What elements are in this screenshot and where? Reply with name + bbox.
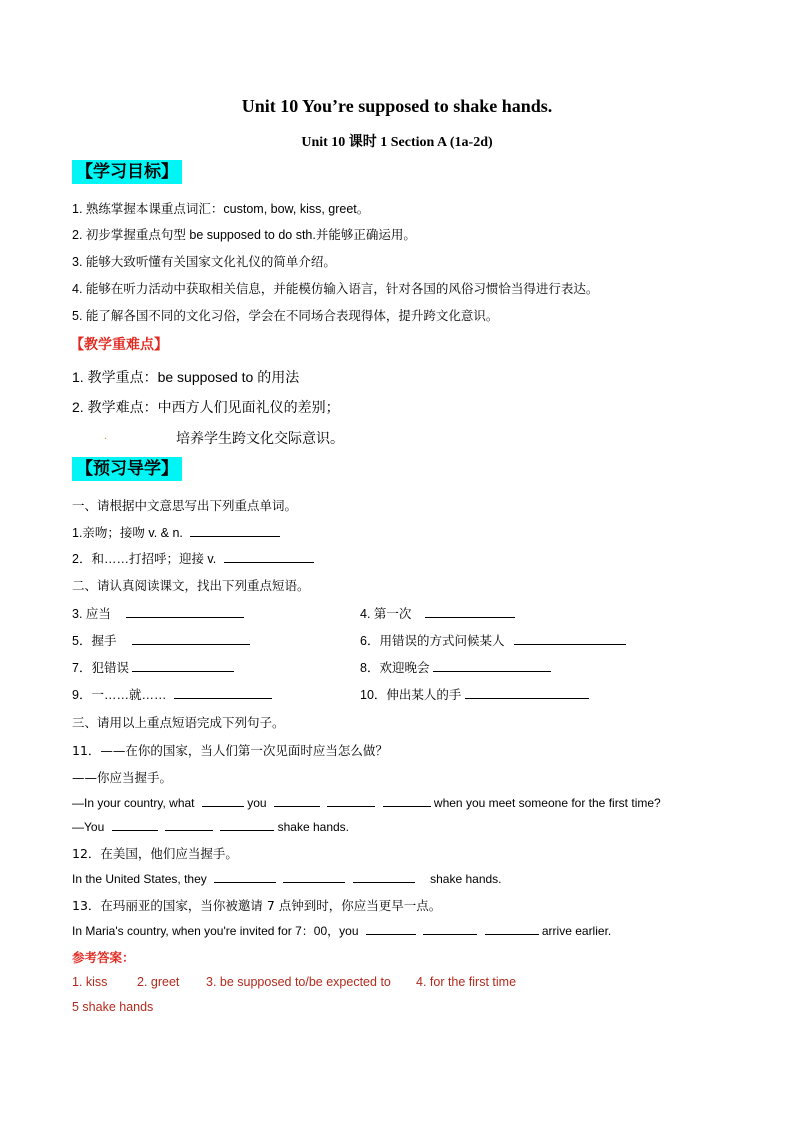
section-goals-heading: 【学习目标】 <box>72 160 182 184</box>
question-11-en <box>72 794 661 810</box>
answer-blank[interactable] <box>174 686 272 699</box>
sentence-fragment: shake hands. <box>277 820 350 834</box>
answer-key-item: 5 shake hands <box>72 1000 154 1014</box>
word-label: 2．和……打招呼；迎接 v. <box>72 552 217 566</box>
answer-blank[interactable] <box>465 686 589 699</box>
answer-blank[interactable] <box>327 794 375 807</box>
answer-blank[interactable] <box>383 794 431 807</box>
phrase-item <box>360 685 589 703</box>
answer-blank[interactable] <box>485 922 539 935</box>
answers-heading: 参考答案： <box>72 950 135 965</box>
phrase-item <box>360 631 626 649</box>
phrase-item <box>72 685 272 703</box>
part1-instruction: 一、请根据中文意思写出下列重点单词。 <box>72 498 298 513</box>
phrase-item <box>360 658 551 676</box>
answer-blank[interactable] <box>283 870 345 883</box>
answer-key-item: 3. be supposed to/be expected to <box>206 975 391 989</box>
answer-blank[interactable] <box>425 605 515 618</box>
answer-blank[interactable] <box>433 659 551 672</box>
answer-blank[interactable] <box>274 794 320 807</box>
phrase-label: 10．伸出某人的手 <box>360 688 462 702</box>
sentence-fragment: In the United States, they <box>72 872 207 886</box>
phrase-item <box>72 631 250 649</box>
goal-item: 4. 能够在听力活动中获取相关信息，并能模仿输入语言，针对各国的风俗习惯恰当得进行表达。 <box>72 282 599 296</box>
key-item: 培养学生跨文化交际意识。 <box>176 430 344 446</box>
phrase-label: 4. 第一次 <box>360 607 412 621</box>
part3-instruction: 三、请用以上重点短语完成下列句子。 <box>72 715 285 730</box>
question-11-cn-answer: ——你应当握手。 <box>72 770 173 785</box>
phrase-label: 5．握手 <box>72 634 117 648</box>
answer-blank[interactable] <box>126 605 244 618</box>
phrase-label: 6．用错误的方式问候某人 <box>360 634 505 648</box>
sentence-fragment: when you meet someone for the first time? <box>433 796 661 810</box>
answer-key-item: 2. greet <box>137 975 180 989</box>
phrase-label: 7．犯错误 <box>72 661 129 675</box>
doc-subtitle: Unit 10 课时 1 Section A (1a-2d) <box>301 135 493 150</box>
doc-title: Unit 10 You’re supposed to shake hands. <box>241 96 553 116</box>
word-item <box>72 549 314 567</box>
section-key-heading: 【教学重难点】 <box>70 337 168 353</box>
sentence-fragment: —You <box>72 820 105 834</box>
word-label: 1.亲吻；接吻 v. & n. <box>72 526 183 540</box>
word-item <box>72 523 280 541</box>
answer-blank[interactable] <box>366 922 416 935</box>
goal-item: 3. 能够大致听懂有关国家文化礼仪的简单介绍。 <box>72 255 336 269</box>
question-13-cn: 13．在玛丽亚的国家，当你被邀请 7 点钟到时，你应当更早一点。 <box>72 898 442 913</box>
key-item: 2. 教学难点：中西方人们见面礼仪的差别； <box>72 399 340 415</box>
sentence-fragment: —In your country, what <box>72 796 195 810</box>
goal-item: 2. 初步掌握重点句型 be supposed to do sth.并能够正确运用。 <box>72 228 416 242</box>
phrase-item <box>360 604 515 622</box>
part2-instruction: 二、请认真阅读课文，找出下列重点短语。 <box>72 578 310 593</box>
phrase-item <box>72 604 244 622</box>
section-preview-heading: 【预习导学】 <box>72 457 182 481</box>
phrase-label: 8．欢迎晚会 <box>360 661 430 675</box>
question-11-en-answer <box>72 818 349 834</box>
answer-key-item: 1. kiss <box>72 975 108 989</box>
phrase-label: 9．一……就…… <box>72 688 167 702</box>
answer-blank[interactable] <box>514 632 626 645</box>
goal-item: 5. 能了解各国不同的文化习俗，学会在不同场合表现得体，提升跨文化意识。 <box>72 309 499 323</box>
answer-blank[interactable] <box>220 818 274 831</box>
answer-blank[interactable] <box>202 794 244 807</box>
answer-blank[interactable] <box>165 818 213 831</box>
answer-key-item: 4. for the first time <box>416 975 517 989</box>
answer-blank[interactable] <box>190 524 280 537</box>
answer-blank[interactable] <box>423 922 477 935</box>
answer-blank[interactable] <box>132 632 250 645</box>
answer-blank[interactable] <box>132 659 234 672</box>
answer-blank[interactable] <box>214 870 276 883</box>
phrase-item <box>72 658 234 676</box>
sentence-fragment: arrive earlier. <box>541 924 612 938</box>
answer-blank[interactable] <box>112 818 158 831</box>
question-11-cn: 11．——在你的国家，当人们第一次见面时应当怎么做？ <box>72 743 388 758</box>
answer-blank[interactable] <box>224 550 314 563</box>
question-12-cn: 12．在美国，他们应当握手。 <box>72 846 238 861</box>
sentence-fragment: you <box>247 796 267 810</box>
sentence-fragment: shake hands. <box>430 872 502 886</box>
question-13-en <box>72 922 611 939</box>
answer-blank[interactable] <box>353 870 415 883</box>
phrase-label: 3. 应当 <box>72 607 111 621</box>
question-12-en <box>72 870 502 886</box>
sentence-fragment: In Maria's country, when you're invited for 7：00，you <box>72 924 359 938</box>
goal-item: 1. 熟练掌握本课重点词汇：custom, bow, kiss, greet。 <box>72 202 370 216</box>
dot-mark: . <box>104 428 107 442</box>
key-item: 1. 教学重点：be supposed to 的用法 <box>72 369 300 385</box>
